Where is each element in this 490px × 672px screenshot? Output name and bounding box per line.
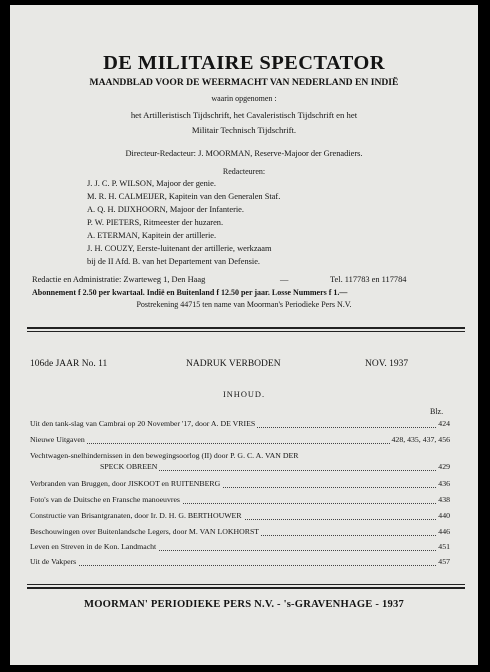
- contents-heading: INHOUD.: [222, 390, 266, 399]
- toc-entry-page: 451: [438, 542, 450, 551]
- editor-item: A. ETERMAN, Kapitein der artillerie.: [87, 231, 217, 240]
- toc-entry: [30, 435, 450, 446]
- journal-cover-page: [10, 5, 478, 665]
- editor-item: M. R. H. CALMEIJER, Kapitein van den Generalen Staf.: [87, 192, 281, 201]
- toc-entry: [30, 451, 450, 462]
- toc-entry: [30, 511, 450, 522]
- editors-heading: Redacteuren:: [222, 167, 266, 176]
- admin-dash: —: [280, 275, 289, 284]
- toc-entry-title: Leven en Streven in de Kon. Landmacht: [30, 542, 157, 551]
- divider-top-thin: [27, 331, 465, 332]
- publisher-footer: MOORMAN' PERIODIEKE PERS N.V. - 's-GRAVENHAGE - 1937: [84, 599, 404, 610]
- toc-entry-page: 440: [438, 511, 450, 520]
- toc-entry-title: Uit de Vakpers: [30, 557, 77, 566]
- reprint-notice: NADRUK VERBODEN: [186, 359, 281, 369]
- toc-entry-title: Constructie van Brisantgranaten, door Ir. D. H. G. BERTHOUWER: [30, 511, 242, 520]
- subscription-line: Abonnement f 2.50 per kwartaal. Indië en Buitenland f 12.50 per jaar. Losse Nummers f 1.—: [32, 288, 348, 297]
- toc-entry: [30, 557, 450, 568]
- toc-entry: [30, 527, 450, 538]
- toc-entry-title: Uit den tank-slag van Cambrai op 20 November '17, door A. DE VRIES: [30, 419, 256, 428]
- toc-entry-page: 428, 435, 437, 456: [391, 435, 450, 444]
- toc-entry-page: 424: [438, 419, 450, 428]
- postal-account-line: Postrekening 44715 ten name van Moorman's Periodieke Pers N.V.: [136, 300, 352, 309]
- page-column-label: Blz.: [430, 407, 444, 416]
- toc-entry: [30, 419, 450, 430]
- toc-entry-page: 457: [438, 557, 450, 566]
- editor-item: J. J. C. P. WILSON, Majoor der genie.: [87, 179, 216, 188]
- toc-entry-title: Beschouwingen over Buitenlandsche Legers, door M. VAN LOKHORST: [30, 527, 260, 536]
- incorporated-line-1: het Artilleristisch Tijdschrift, het Cavaleristisch Tijdschrift en het: [130, 110, 358, 120]
- incorporated-intro: waarin opgenomen :: [211, 94, 277, 103]
- toc-entry-title: Verbranden van Bruggen, door JISKOOT en RUITENBERG: [30, 479, 221, 488]
- volume-number: 106de JAAR No. 11: [30, 359, 108, 369]
- toc-entry-page: 436: [438, 479, 450, 488]
- incorporated-line-2: Militair Technisch Tijdschrift.: [191, 125, 297, 135]
- editor-item: P. W. PIETERS, Ritmeester der huzaren.: [87, 218, 224, 227]
- editor-item: J. H. COUZY, Eerste-luitenant der artillerie, werkzaam: [87, 244, 272, 253]
- divider-bottom-thin: [27, 584, 465, 585]
- issue-date: NOV. 1937: [365, 359, 409, 369]
- toc-entry: [30, 479, 450, 490]
- toc-entry: [30, 495, 450, 506]
- divider-top-thick: [27, 327, 465, 329]
- toc-entry-page: 429: [438, 462, 450, 471]
- toc-entry: [30, 542, 450, 553]
- journal-subtitle: MAANDBLAD VOOR DE WEERMACHT VAN NEDERLAND EN INDIË: [89, 77, 399, 88]
- toc-entry-page: 446: [438, 527, 450, 536]
- director-line: Directeur-Redacteur: J. MOORMAN, Reserve-Majoor der Grenadiers.: [125, 149, 363, 158]
- toc-entry-page: 438: [438, 495, 450, 504]
- toc-entry-title: Foto's van de Duitsche en Fransche manoeuvres: [30, 495, 180, 504]
- editor-item: bij de II Afd. B. van het Departement van Defensie.: [87, 257, 261, 266]
- toc-entry-continuation: [30, 462, 450, 473]
- toc-entry-title: Nieuwe Uitgaven: [30, 435, 85, 444]
- editor-item: A. Q. H. DIJXHOORN, Majoor der Infanterie.: [87, 205, 244, 214]
- admin-phone: Tel. 117783 en 117784: [330, 275, 407, 284]
- admin-address: Redactie en Administratie: Zwarteweg 1, Den Haag: [32, 275, 206, 284]
- toc-entry-title: Vechtwagen-snelhindernissen in den bewegingsoorlog (II) door P. G. C. A. VAN DER: [30, 451, 299, 460]
- toc-entry-title: SPECK OBREEN: [100, 462, 158, 471]
- divider-bottom-thick: [27, 587, 465, 589]
- journal-title: DE MILITAIRE SPECTATOR: [103, 52, 385, 74]
